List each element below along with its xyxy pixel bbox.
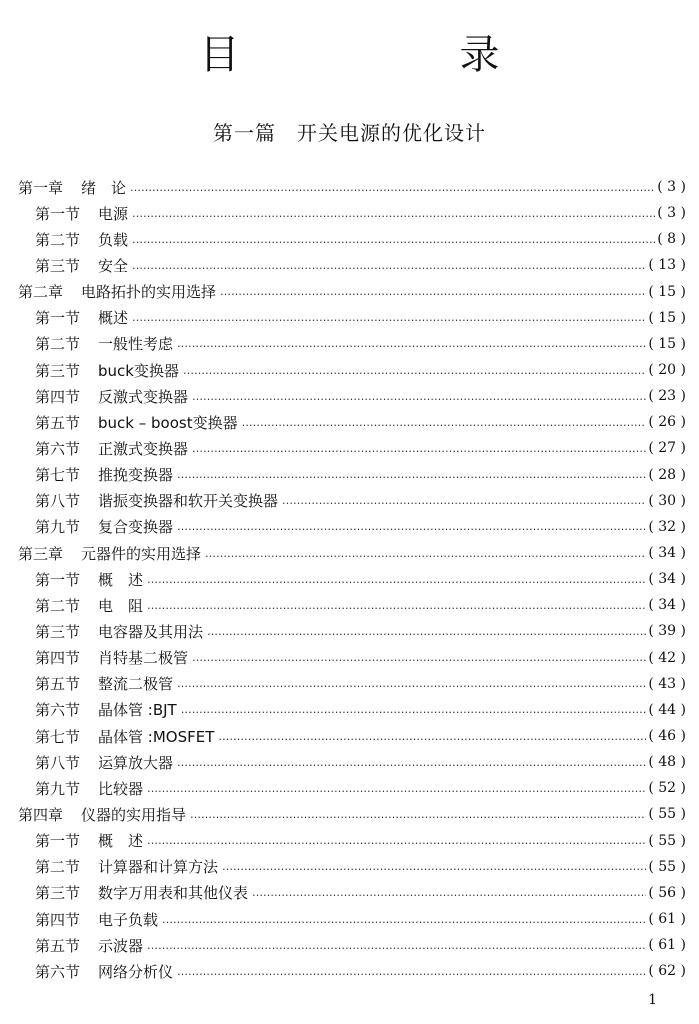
toc-entry-title: 正激式变换器 <box>98 439 189 458</box>
toc-entry-number: 第八节 <box>35 492 81 511</box>
toc-leader-dots <box>190 807 646 822</box>
toc-entry-page: ( 32 ) <box>648 518 686 535</box>
toc-entry-number: 第三节 <box>35 884 81 903</box>
toc-entry-title: 仪器的实用指导 <box>81 805 187 824</box>
toc-entry-title: 晶体管 :MOSFET <box>98 727 215 746</box>
toc-leader-dots <box>218 729 646 744</box>
toc-entry-title: 电子负载 <box>98 910 159 929</box>
toc-entry-page: ( 34 ) <box>648 597 686 614</box>
table-of-contents <box>18 174 686 984</box>
toc-entry-page: ( 8 ) <box>657 231 686 248</box>
toc-entry-number: 第六节 <box>35 701 81 720</box>
toc-entry-page: ( 15 ) <box>648 335 686 352</box>
toc-leader-dots <box>177 467 646 482</box>
toc-entry-number: 第三节 <box>35 361 81 380</box>
toc-entry-page: ( 42 ) <box>648 649 686 666</box>
toc-section-row <box>18 383 686 409</box>
toc-entry-page: ( 55 ) <box>648 832 686 849</box>
toc-entry-title: 谐振变换器和软开关变换器 <box>98 492 279 511</box>
toc-entry-number: 第二节 <box>35 335 81 354</box>
toc-entry-title: 概 述 <box>98 570 144 589</box>
toc-entry-page: ( 30 ) <box>648 492 686 509</box>
toc-entry-title: 示波器 <box>98 936 144 955</box>
toc-entry-page: ( 43 ) <box>648 675 686 692</box>
toc-entry-page: ( 28 ) <box>648 466 686 483</box>
toc-section-row <box>18 618 686 644</box>
toc-section-row <box>18 697 686 723</box>
toc-entry-page: ( 61 ) <box>648 937 686 954</box>
toc-entry-page: ( 3 ) <box>657 205 686 222</box>
toc-entry-page: ( 15 ) <box>648 309 686 326</box>
toc-chapter-row <box>18 174 686 200</box>
toc-section-row <box>18 331 686 357</box>
toc-entry-number: 第二节 <box>35 230 81 249</box>
toc-leader-dots <box>147 833 646 848</box>
toc-leader-dots <box>177 676 646 691</box>
toc-section-row <box>18 828 686 854</box>
toc-chapter-row <box>18 540 686 566</box>
toc-entry-page: ( 46 ) <box>648 728 686 745</box>
toc-leader-dots <box>192 650 646 665</box>
toc-entry-title: 电路拓扑的实用选择 <box>81 283 217 302</box>
toc-entry-title: 运算放大器 <box>98 753 174 772</box>
toc-entry-title: buck变换器 <box>98 361 179 380</box>
toc-entry-page: ( 55 ) <box>648 806 686 823</box>
toc-entry-number: 第一节 <box>35 309 81 328</box>
toc-entry-page: ( 61 ) <box>648 911 686 927</box>
toc-entry-number: 第五节 <box>35 413 81 432</box>
toc-leader-dots <box>147 938 646 953</box>
toc-leader-dots <box>207 624 646 639</box>
toc-entry-title: 复合变换器 <box>98 518 174 537</box>
toc-leader-dots <box>192 441 646 456</box>
toc-leader-dots <box>192 389 646 404</box>
toc-entry-title: 电 阻 <box>98 596 144 615</box>
toc-entry-page: ( 20 ) <box>648 362 686 379</box>
toc-leader-dots <box>132 206 655 221</box>
toc-entry-number: 第八节 <box>35 753 81 772</box>
toc-entry-title: 比较器 <box>98 779 144 798</box>
toc-entry-number: 第九节 <box>35 779 81 798</box>
page-title: 目 录 <box>199 32 590 78</box>
toc-leader-dots <box>242 415 647 430</box>
toc-leader-dots <box>132 258 646 273</box>
toc-leader-dots <box>183 363 646 378</box>
toc-leader-dots <box>177 755 646 770</box>
toc-entry-number: 第五节 <box>35 675 81 694</box>
toc-section-row <box>18 906 686 932</box>
toc-entry-title: 一般性考虑 <box>98 335 174 354</box>
page-number: 1 <box>648 992 657 1008</box>
toc-entry-page: ( 48 ) <box>648 754 686 771</box>
toc-section-row <box>18 749 686 775</box>
toc-entry-page: ( 3 ) <box>657 179 686 196</box>
toc-entry-title: 概 述 <box>98 832 144 851</box>
toc-entry-page: ( 23 ) <box>648 388 686 405</box>
toc-entry-number: 第三节 <box>35 256 81 275</box>
toc-entry-number: 第九节 <box>35 518 81 537</box>
toc-entry-number: 第六节 <box>35 439 81 458</box>
toc-entry-page: ( 26 ) <box>648 414 686 431</box>
toc-entry-number: 第一节 <box>35 204 81 223</box>
part-title: 第一篇 开关电源的优化设计 <box>213 121 486 145</box>
toc-entry-title: 计算器和计算方法 <box>98 858 219 877</box>
toc-entry-number: 第四节 <box>35 910 81 929</box>
toc-section-row <box>18 357 686 383</box>
toc-entry-title: buck – boost变换器 <box>98 413 238 432</box>
toc-entry-title: 电容器及其用法 <box>98 622 204 641</box>
toc-entry-number: 第三节 <box>35 622 81 641</box>
toc-leader-dots <box>177 964 646 979</box>
toc-leader-dots <box>132 232 655 247</box>
toc-entry-page: ( 13 ) <box>648 257 686 274</box>
toc-section-row <box>18 252 686 278</box>
toc-entry-number: 第五节 <box>35 936 81 955</box>
toc-section-row <box>18 723 686 749</box>
toc-section-row <box>18 932 686 958</box>
toc-entry-title: 反激式变换器 <box>98 387 189 406</box>
toc-entry-number: 第二节 <box>35 858 81 877</box>
toc-leader-dots <box>147 572 646 587</box>
toc-leader-dots <box>177 519 646 534</box>
toc-leader-dots <box>181 702 647 717</box>
toc-entry-title: 概述 <box>98 309 129 328</box>
toc-leader-dots <box>222 859 646 874</box>
toc-entry-title: 电源 <box>98 204 129 223</box>
toc-entry-title: 安全 <box>98 256 129 275</box>
toc-entry-number: 第一节 <box>35 832 81 851</box>
toc-entry-number: 第一章 <box>18 178 64 197</box>
toc-entry-title: 负载 <box>98 230 129 249</box>
toc-section-row <box>18 514 686 540</box>
toc-entry-number: 第三章 <box>18 544 64 563</box>
toc-section-row <box>18 645 686 671</box>
toc-leader-dots <box>205 546 646 561</box>
toc-entry-title: 肖特基二极管 <box>98 649 189 668</box>
toc-section-row <box>18 880 686 906</box>
toc-leader-dots <box>282 493 646 508</box>
toc-entry-number: 第六节 <box>35 962 81 981</box>
toc-entry-title: 网络分析仪 <box>98 962 174 981</box>
toc-leader-dots <box>220 284 646 299</box>
toc-section-row <box>18 775 686 801</box>
toc-leader-dots <box>147 781 646 796</box>
toc-section-row <box>18 592 686 618</box>
toc-section-row <box>18 854 686 880</box>
toc-section-row <box>18 409 686 435</box>
toc-entry-title: 整流二极管 <box>98 675 174 694</box>
toc-entry-title: 晶体管 :BJT <box>98 701 177 720</box>
toc-section-row <box>18 462 686 488</box>
toc-entry-page: ( 27 ) <box>648 440 686 457</box>
toc-chapter-row <box>18 801 686 827</box>
toc-leader-dots <box>147 598 646 613</box>
toc-entry-number: 第四章 <box>18 805 64 824</box>
toc-entry-page: ( 39 ) <box>648 623 686 640</box>
toc-section-row <box>18 566 686 592</box>
toc-entry-number: 第一节 <box>35 570 81 589</box>
toc-entry-title: 推挽变换器 <box>98 466 174 485</box>
toc-entry-title: 数字万用表和其他仪表 <box>98 884 249 903</box>
toc-entry-page: ( 52 ) <box>648 780 686 797</box>
toc-entry-page: ( 44 ) <box>648 701 686 718</box>
toc-entry-title: 元器件的实用选择 <box>81 544 202 563</box>
toc-entry-page: ( 56 ) <box>648 884 686 901</box>
toc-leader-dots <box>177 336 646 351</box>
toc-section-row <box>18 226 686 252</box>
toc-entry-page: ( 34 ) <box>648 571 686 588</box>
toc-section-row <box>18 488 686 514</box>
toc-section-row <box>18 435 686 461</box>
toc-section-row <box>18 958 686 984</box>
toc-entry-number: 第七节 <box>35 727 81 746</box>
toc-entry-number: 第四节 <box>35 649 81 668</box>
toc-section-row <box>18 671 686 697</box>
toc-entry-number: 第七节 <box>35 466 81 485</box>
toc-leader-dots <box>162 912 646 927</box>
toc-entry-number: 第二节 <box>35 596 81 615</box>
toc-entry-page: ( 55 ) <box>648 858 686 875</box>
toc-entry-number: 第二章 <box>18 283 64 302</box>
toc-chapter-row <box>18 279 686 305</box>
toc-entry-title: 绪 论 <box>81 178 127 197</box>
toc-entry-number: 第四节 <box>35 387 81 406</box>
toc-leader-dots <box>252 885 646 900</box>
toc-section-row <box>18 200 686 226</box>
toc-section-row <box>18 305 686 331</box>
toc-leader-dots <box>132 310 646 325</box>
toc-entry-page: ( 62 ) <box>648 963 686 980</box>
toc-entry-page: ( 15 ) <box>648 283 686 300</box>
toc-entry-page: ( 34 ) <box>648 545 686 562</box>
toc-leader-dots <box>130 180 655 195</box>
